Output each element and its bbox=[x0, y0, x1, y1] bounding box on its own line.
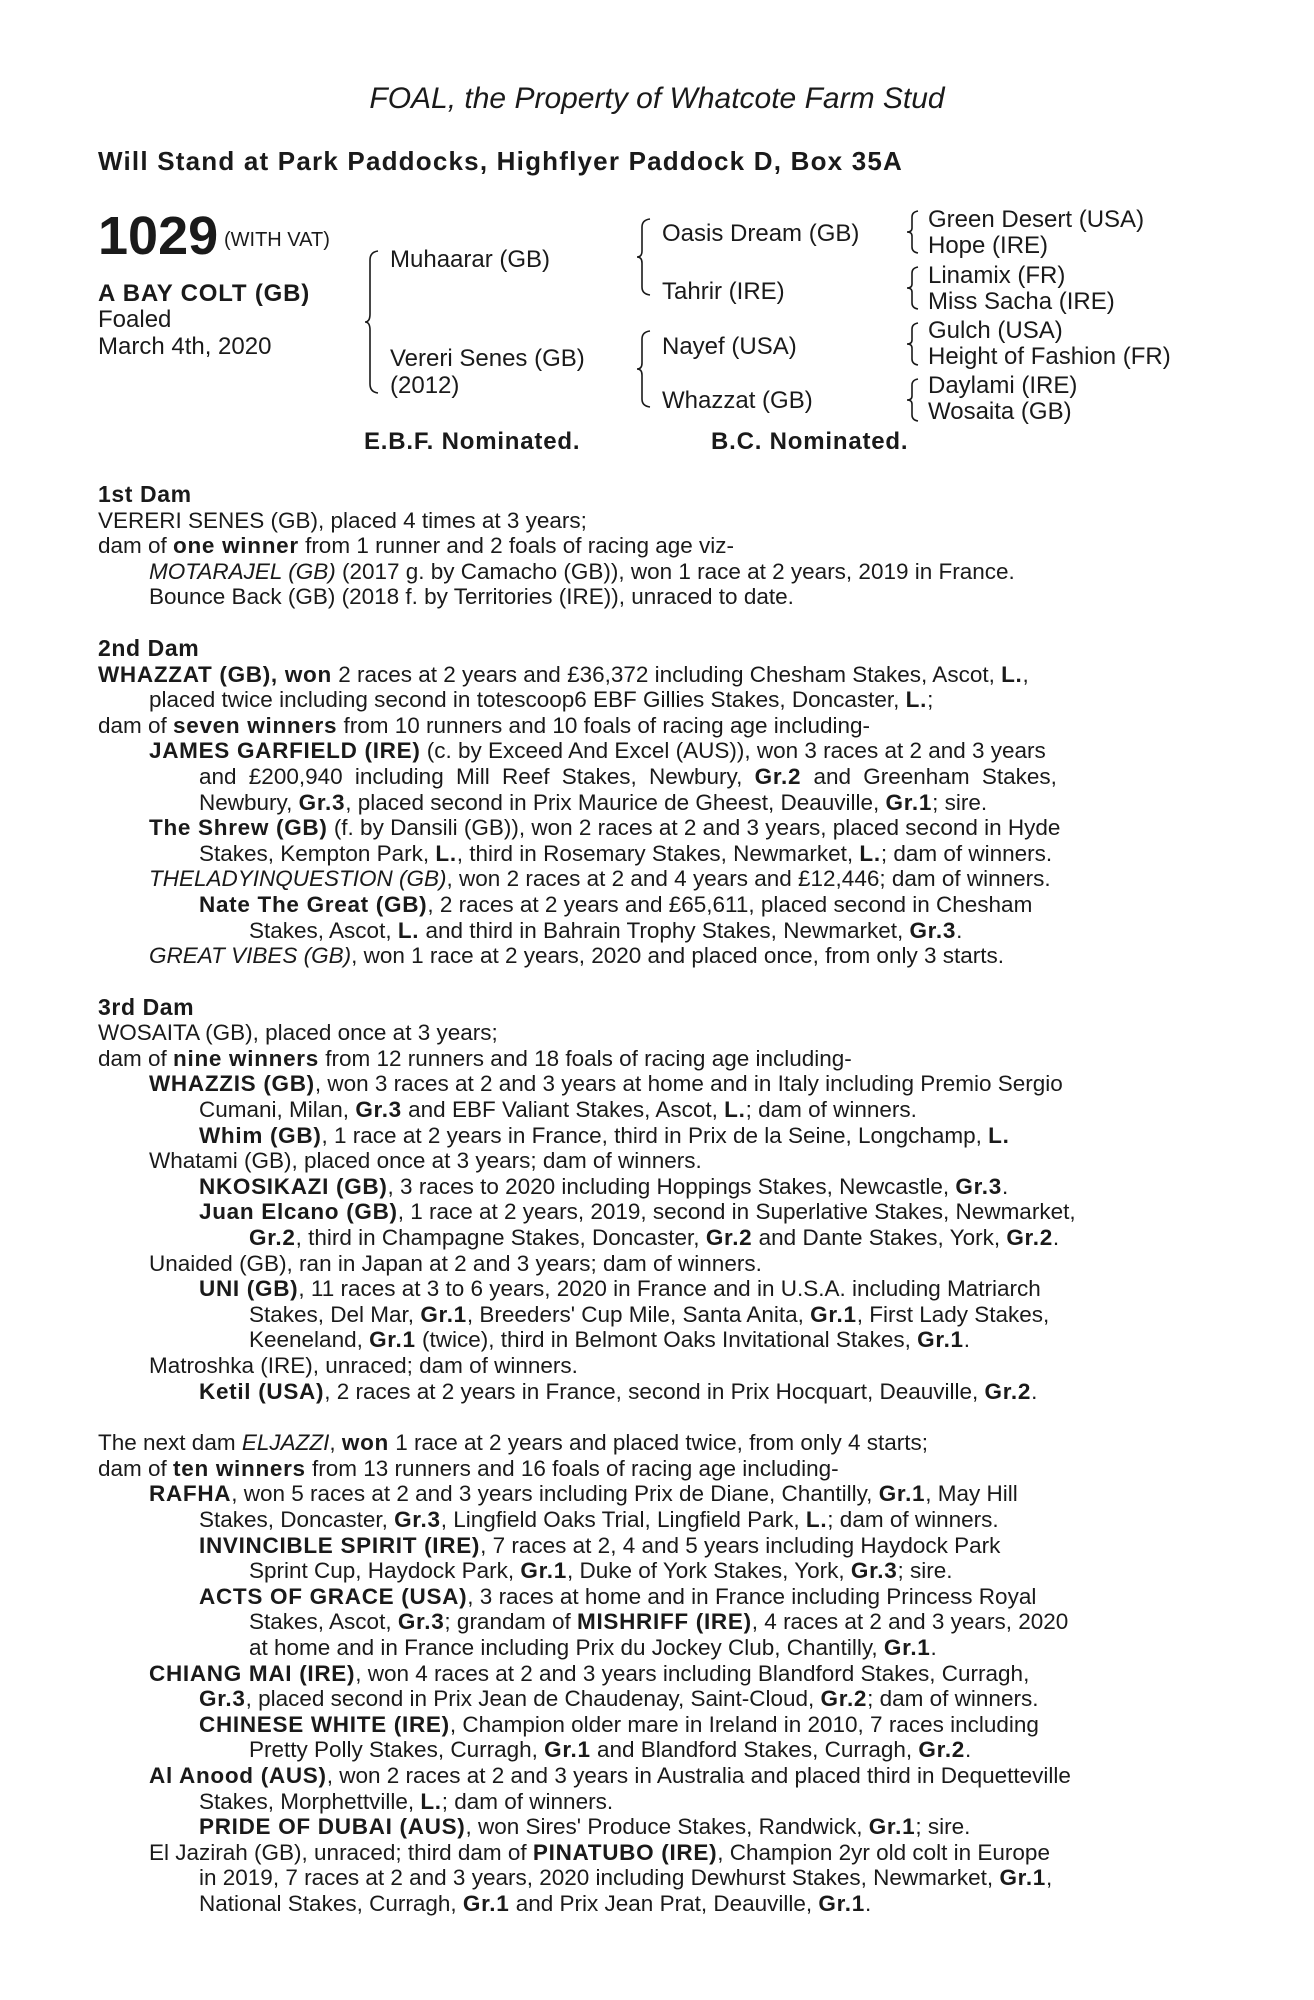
text-line: CHINESE WHITE (IRE), Champion older mare in Ireland in 2010, 7 races including bbox=[199, 1711, 1039, 1737]
text-line: Al Anood (AUS), won 2 races at 2 and 3 years in Australia and placed third in Dequetteville bbox=[149, 1762, 1071, 1788]
text-line: Cumani, Milan, Gr.3 and EBF Valiant Stakes, Ascot, L.; dam of winners. bbox=[199, 1097, 917, 1123]
grandsire-7: Daylami (IRE) bbox=[928, 372, 1078, 399]
lot-number: 1029 bbox=[98, 206, 219, 266]
grandsire-2: Hope (IRE) bbox=[928, 232, 1049, 259]
dam-sire-name: Nayef (USA) bbox=[662, 333, 797, 360]
text-line: GREAT VIBES (GB), won 1 race at 2 years, 2020 and placed once, from only 3 starts. bbox=[149, 943, 1004, 969]
text-line: UNI (GB), 11 races at 3 to 6 years, 2020 in France and in U.S.A. including Matriarch bbox=[199, 1276, 1041, 1302]
dam-year: (2012) bbox=[390, 372, 460, 399]
text-line: Stakes, Doncaster, Gr.3, Lingfield Oaks Trial, Lingfield Park, L.; dam of winners. bbox=[199, 1506, 999, 1532]
stand-location: Will Stand at Park Paddocks, Highflyer Paddock D, Box 35A bbox=[98, 146, 904, 176]
text-line: Whatami (GB), placed once at 3 years; dam of winners. bbox=[149, 1148, 702, 1174]
text-line: Sprint Cup, Haydock Park, Gr.1, Duke of York Stakes, York, Gr.3; sire. bbox=[249, 1558, 953, 1584]
text-line: National Stakes, Curragh, Gr.1 and Prix Jean Prat, Deauville, Gr.1. bbox=[199, 1890, 872, 1916]
text-line: JAMES GARFIELD (IRE) (c. by Exceed And Excel (AUS)), won 3 races at 2 and 3 years bbox=[149, 738, 1046, 764]
sire-sire-name: Oasis Dream (GB) bbox=[662, 220, 860, 247]
pedigree-brace-sire bbox=[636, 218, 652, 296]
text-line: dam of nine winners from 12 runners and 18 foals of racing age including- bbox=[98, 1045, 852, 1071]
text-line: Ketil (USA), 2 races at 2 years in France, second in Prix Hocquart, Deauville, Gr.2. bbox=[199, 1378, 1038, 1404]
next-dam-section bbox=[98, 1430, 1218, 1916]
bc-nominated: B.C. Nominated. bbox=[711, 428, 909, 455]
text-line: dam of one winner from 1 runner and 2 foals of racing age viz- bbox=[98, 533, 735, 559]
first-dam-heading: 1st Dam bbox=[98, 481, 192, 507]
sire-name: Muhaarar (GB) bbox=[390, 246, 551, 273]
text-line: Stakes, Ascot, L. and third in Bahrain Trophy Stakes, Newmarket, Gr.3. bbox=[249, 917, 963, 943]
catalogue-body bbox=[98, 482, 1218, 1942]
text-line: Keeneland, Gr.1 (twice), third in Belmont Oaks Invitational Stakes, Gr.1. bbox=[249, 1327, 971, 1353]
sire-dam-name: Tahrir (IRE) bbox=[662, 278, 785, 305]
text-line: Unaided (GB), ran in Japan at 2 and 3 years; dam of winners. bbox=[149, 1250, 762, 1276]
foaled-label: Foaled bbox=[98, 306, 172, 333]
text-line: Gr.3, placed second in Prix Jean de Chaudenay, Saint-Cloud, Gr.2; dam of winners. bbox=[199, 1686, 1039, 1712]
text-line: El Jazirah (GB), unraced; third dam of PINATUBO (IRE), Champion 2yr old colt in Europe bbox=[149, 1839, 1050, 1865]
text-line: THELADYINQUESTION (GB), won 2 races at 2 and 4 years and £12,446; dam of winners. bbox=[149, 866, 1051, 892]
third-dam-heading: 3rd Dam bbox=[98, 993, 195, 1020]
grandsire-8: Wosaita (GB) bbox=[928, 398, 1072, 425]
third-dam-section bbox=[98, 995, 1218, 1405]
text-line: Gr.2, third in Champagne Stakes, Doncaster, Gr.2 and Dante Stakes, York, Gr.2. bbox=[249, 1225, 1060, 1251]
pedigree-brace-main bbox=[364, 250, 380, 394]
grandsire-6: Height of Fashion (FR) bbox=[928, 343, 1171, 370]
text-line: and £200,940 including Mill Reef Stakes, Newbury, Gr.2 and Greenham Stakes, bbox=[199, 763, 1057, 789]
grandsire-5: Gulch (USA) bbox=[928, 317, 1063, 344]
text-line: ACTS OF GRACE (USA), 3 races at home and in France including Princess Royal bbox=[199, 1583, 1037, 1609]
text-line: NKOSIKAZI (GB), 3 races to 2020 including Hoppings Stakes, Newcastle, Gr.3. bbox=[199, 1173, 1009, 1199]
pedigree-brace-dam bbox=[636, 330, 652, 408]
vat-note: (WITH VAT) bbox=[224, 229, 330, 251]
ebf-nominated: E.B.F. Nominated. bbox=[364, 428, 581, 455]
second-dam-heading: 2nd Dam bbox=[98, 634, 200, 661]
pedigree-brace-g4 bbox=[906, 378, 920, 422]
text-line: CHIANG MAI (IRE), won 4 races at 2 and 3 years including Blandford Stakes, Curragh, bbox=[149, 1660, 1030, 1686]
second-dam-section bbox=[98, 636, 1218, 969]
text-line: Pretty Polly Stakes, Curragh, Gr.1 and Blandford Stakes, Curragh, Gr.2. bbox=[249, 1737, 972, 1763]
text-line: The Shrew (GB) (f. by Dansili (GB)), won 2 races at 2 and 3 years, placed second in Hyde bbox=[149, 815, 1061, 841]
text-line: placed twice including second in totescoop6 EBF Gillies Stakes, Doncaster, L.; bbox=[149, 687, 934, 713]
pedigree-brace-g1 bbox=[906, 210, 920, 254]
text-line: WOSAITA (GB), placed once at 3 years; bbox=[98, 1020, 498, 1046]
text-line: Stakes, Ascot, Gr.3; grandam of MISHRIFF (IRE), 4 races at 2 and 3 years, 2020 bbox=[249, 1609, 1069, 1635]
text-line: Juan Elcano (GB), 1 race at 2 years, 2019, second in Superlative Stakes, Newmarket, bbox=[199, 1199, 1076, 1225]
grandsire-1: Green Desert (USA) bbox=[928, 206, 1145, 233]
text-line: RAFHA, won 5 races at 2 and 3 years including Prix de Diane, Chantilly, Gr.1, May Hill bbox=[149, 1481, 1018, 1507]
text-line: Stakes, Del Mar, Gr.1, Breeders' Cup Mile, Santa Anita, Gr.1, First Lady Stakes, bbox=[249, 1301, 1050, 1327]
text-line: Stakes, Morphettville, L.; dam of winners. bbox=[199, 1788, 614, 1814]
text-line: The next dam ELJAZZI, won 1 race at 2 years and placed twice, from only 4 starts; bbox=[98, 1430, 928, 1456]
text-line: at home and in France including Prix du Jockey Club, Chantilly, Gr.1. bbox=[249, 1634, 937, 1660]
lot-description: A BAY COLT (GB) bbox=[98, 280, 311, 307]
text-line: MOTARAJEL (GB) (2017 g. by Camacho (GB)), won 1 race at 2 years, 2019 in France. bbox=[149, 558, 1015, 584]
pedigree-brace-g2 bbox=[906, 266, 920, 310]
text-line: WHAZZAT (GB), won 2 races at 2 years and £36,372 including Chesham Stakes, Ascot, L., bbox=[98, 661, 1029, 687]
text-line: dam of seven winners from 10 runners and 10 foals of racing age including- bbox=[98, 712, 871, 738]
text-line: WHAZZIS (GB), won 3 races at 2 and 3 years at home and in Italy including Premio Sergio bbox=[149, 1071, 1063, 1097]
text-line: in 2019, 7 races at 2 and 3 years, 2020 including Dewhurst Stakes, Newmarket, Gr.1, bbox=[199, 1865, 1053, 1891]
dam-dam-name: Whazzat (GB) bbox=[662, 387, 813, 414]
page-title: FOAL, the Property of Whatcote Farm Stud bbox=[369, 82, 945, 115]
text-line: Bounce Back (GB) (2018 f. by Territories (IRE)), unraced to date. bbox=[149, 584, 794, 610]
text-line: INVINCIBLE SPIRIT (IRE), 7 races at 2, 4 and 5 years including Haydock Park bbox=[199, 1532, 1001, 1558]
pedigree-brace-g3 bbox=[906, 322, 920, 366]
first-dam-section bbox=[98, 482, 1218, 610]
text-line: Whim (GB), 1 race at 2 years in France, third in Prix de la Seine, Longchamp, L. bbox=[199, 1122, 1010, 1148]
text-line: Nate The Great (GB), 2 races at 2 years and £65,611, placed second in Chesham bbox=[199, 891, 1033, 917]
grandsire-3: Linamix (FR) bbox=[928, 262, 1066, 289]
grandsire-4: Miss Sacha (IRE) bbox=[928, 288, 1115, 315]
text-line: Stakes, Kempton Park, L., third in Rosemary Stakes, Newmarket, L.; dam of winners. bbox=[199, 840, 1053, 866]
text-line: dam of ten winners from 13 runners and 16 foals of racing age including- bbox=[98, 1455, 839, 1481]
dam-name: Vereri Senes (GB) bbox=[390, 345, 585, 372]
text-line: Newbury, Gr.3, placed second in Prix Maurice de Gheest, Deauville, Gr.1; sire. bbox=[199, 789, 988, 815]
foaled-date: March 4th, 2020 bbox=[98, 333, 272, 360]
text-line: VERERI SENES (GB), placed 4 times at 3 years; bbox=[98, 507, 587, 533]
text-line: Matroshka (IRE), unraced; dam of winners. bbox=[149, 1353, 578, 1378]
text-line: PRIDE OF DUBAI (AUS), won Sires' Produce Stakes, Randwick, Gr.1; sire. bbox=[199, 1814, 971, 1840]
